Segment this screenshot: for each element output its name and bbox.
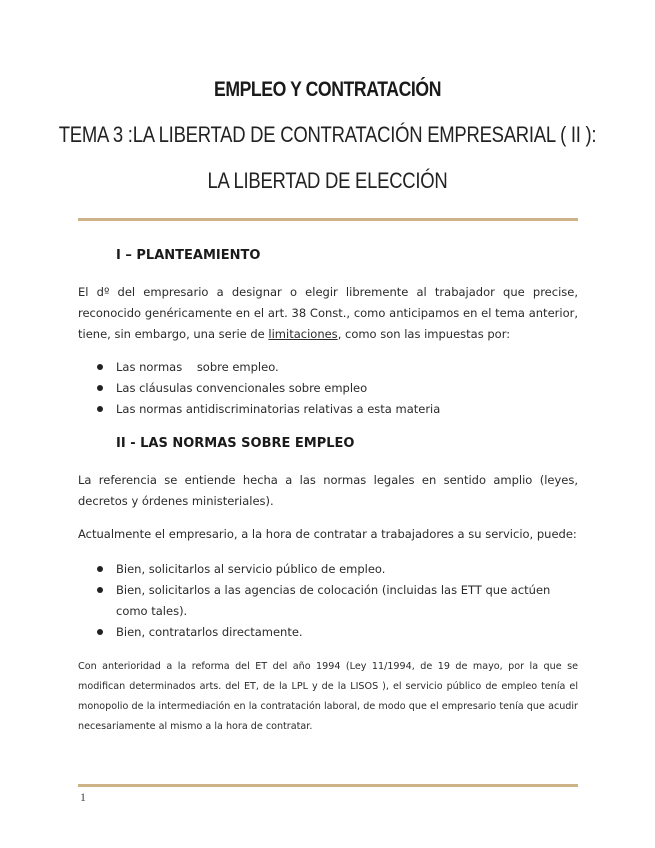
list-item-text: Las normas sobre empleo. bbox=[116, 360, 279, 374]
normas-paragraph-2: Actualmente el empresario, a la hora de contratar a trabajadores a su servicio, puede: bbox=[78, 527, 577, 541]
empresario-options-list bbox=[78, 559, 578, 643]
list-item bbox=[78, 580, 578, 622]
list-item-text: Bien, solicitarlos al servicio público de empleo. bbox=[116, 562, 386, 576]
document-title: EMPLEO Y CONTRATACIÓN bbox=[213, 78, 442, 101]
document-subtitle-line-1: TEMA 3 :LA LIBERTAD DE CONTRATACIÓN EMPRESARIAL ( II ): bbox=[58, 122, 597, 147]
bullet-icon bbox=[97, 406, 103, 412]
planteamiento-paragraph bbox=[78, 282, 578, 345]
list-item-text: Bien, solicitarlos a las agencias de colocación (incluidas las ETT que actúen como tales). bbox=[116, 583, 551, 618]
header-divider bbox=[78, 218, 578, 221]
underlined-term: limitaciones bbox=[268, 327, 338, 341]
historical-note: Con anterioridad a la reforma del ET del año 1994 (Ley 11/1994, de 19 de mayo, por la que se modifican determinados arts. del ET, de la LPL y de la LISOS ), el servicio público de empleo tenía el monopolio de la intermediación en la contratación laboral, de modo que el empresario tenía que acudir necesariamente al mismo a la hora de contratar. bbox=[78, 661, 578, 732]
list-item-text: Las cláusulas convencionales sobre empleo bbox=[116, 381, 368, 395]
bullet-icon bbox=[97, 364, 103, 370]
limitaciones-list bbox=[78, 357, 578, 420]
list-item bbox=[78, 399, 578, 420]
page-number: 1 bbox=[80, 790, 86, 804]
section-heading-planteamiento: I – PLANTEAMIENTO bbox=[116, 248, 261, 263]
bullet-icon bbox=[97, 629, 103, 635]
bullet-icon bbox=[97, 566, 103, 572]
section-heading-normas-empleo: II - LAS NORMAS SOBRE EMPLEO bbox=[116, 436, 355, 451]
bullet-icon bbox=[97, 385, 103, 391]
list-item bbox=[78, 622, 578, 643]
list-item bbox=[78, 559, 578, 580]
list-item bbox=[78, 378, 578, 399]
bullet-icon bbox=[97, 587, 103, 593]
list-item-text: Bien, contratarlos directamente. bbox=[116, 625, 303, 639]
document-subtitle-line-2: LA LIBERTAD DE ELECCIÓN bbox=[207, 168, 448, 193]
normas-paragraph-1: La referencia se entiende hecha a las normas legales en sentido amplio (leyes, decretos y órdenes ministeriales). bbox=[78, 473, 578, 508]
paragraph-text-end: , como son las impuestas por: bbox=[337, 327, 511, 341]
footer-divider bbox=[78, 784, 578, 787]
paragraph-text-start: El dº del empresario a designar o elegir libremente al trabajador que precise, reconocido genéricamente en el art. 38 Const., como anticipamos en el tema anterior, tiene, sin embargo, una serie de bbox=[78, 285, 578, 341]
list-item-text: Las normas antidiscriminatorias relativas a esta materia bbox=[116, 402, 441, 416]
list-item bbox=[78, 357, 578, 378]
